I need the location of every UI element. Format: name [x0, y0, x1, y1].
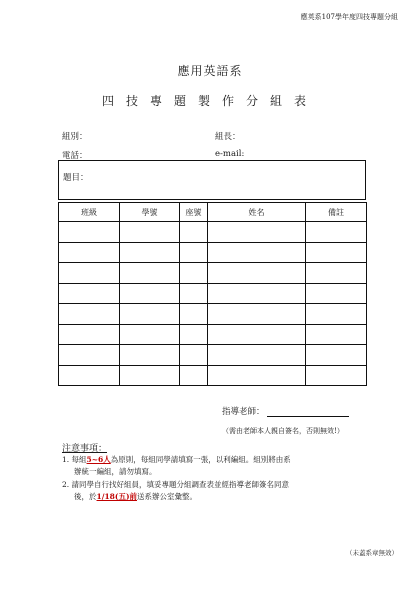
- table-cell[interactable]: [120, 365, 180, 386]
- note-2: 2. 請同學自行找好組員，填妥專題分組調查表並經指導老師簽名同意 後，於1/18(五)前送系辦公室彙整。: [62, 480, 290, 501]
- table-cell[interactable]: [306, 324, 367, 345]
- table-cell[interactable]: [306, 242, 367, 263]
- table-cell[interactable]: [180, 263, 208, 284]
- table-row: [59, 242, 367, 263]
- table-cell[interactable]: [59, 283, 120, 304]
- col-header-student-id: 學號: [120, 203, 180, 222]
- table-cell[interactable]: [59, 263, 120, 284]
- col-header-name: 姓名: [208, 203, 306, 222]
- table-cell[interactable]: [59, 324, 120, 345]
- table-row: [59, 324, 367, 345]
- notes-title: 注意事項：: [62, 444, 108, 454]
- table-cell[interactable]: [120, 222, 180, 243]
- table-cell[interactable]: [180, 324, 208, 345]
- col-header-seat: 座號: [180, 203, 208, 222]
- table-cell[interactable]: [180, 304, 208, 325]
- table-cell[interactable]: [59, 365, 120, 386]
- leader-label: 組長：: [215, 132, 241, 142]
- table-cell[interactable]: [180, 222, 208, 243]
- signature-note: （需由老師本人親自簽名，否則無效!）: [222, 427, 344, 435]
- table-header-row: [59, 203, 367, 222]
- table-cell[interactable]: [306, 283, 367, 304]
- table-row: [59, 263, 367, 284]
- email-label: e-mail:: [215, 149, 245, 159]
- table-cell[interactable]: [208, 242, 306, 263]
- col-header-class: 班級: [59, 203, 120, 222]
- department-title: 應用英語系: [177, 64, 243, 78]
- table-cell[interactable]: [208, 345, 306, 366]
- table-cell[interactable]: [306, 222, 367, 243]
- group-label: 組別：: [62, 132, 88, 142]
- table-cell[interactable]: [208, 304, 306, 325]
- table-cell[interactable]: [208, 263, 306, 284]
- table-cell[interactable]: [120, 263, 180, 284]
- table-cell[interactable]: [306, 345, 367, 366]
- table-cell[interactable]: [120, 324, 180, 345]
- col-header-remarks: 備註: [306, 203, 367, 222]
- table-row: [59, 222, 367, 243]
- table-cell[interactable]: [306, 263, 367, 284]
- table-cell[interactable]: [306, 365, 367, 386]
- table-row: [59, 283, 367, 304]
- advisor-label: 指導老師：: [222, 407, 265, 417]
- table-row: [59, 365, 367, 386]
- table-cell[interactable]: [208, 283, 306, 304]
- table-cell[interactable]: [59, 345, 120, 366]
- table-cell[interactable]: [208, 365, 306, 386]
- footer-note: （未蓋系章無效）: [346, 549, 398, 557]
- table-cell[interactable]: [120, 304, 180, 325]
- table-row: [59, 345, 367, 366]
- topic-box[interactable]: [58, 160, 366, 200]
- table-cell[interactable]: [120, 242, 180, 263]
- header-note: 應英系107學年度四技專題分組: [300, 13, 398, 21]
- advisor-signature-line[interactable]: [267, 407, 349, 417]
- group-size-highlight: 5~6人: [86, 455, 111, 464]
- advisor-signature: [222, 405, 349, 417]
- member-table: [58, 202, 367, 386]
- table-row: [59, 304, 367, 325]
- table-cell[interactable]: [306, 304, 367, 325]
- deadline-highlight: 1/18(五)前: [96, 492, 137, 501]
- table-cell[interactable]: [120, 345, 180, 366]
- table-cell[interactable]: [59, 304, 120, 325]
- table-cell[interactable]: [180, 242, 208, 263]
- table-cell[interactable]: [59, 242, 120, 263]
- table-cell[interactable]: [208, 324, 306, 345]
- table-cell[interactable]: [180, 365, 208, 386]
- note-1: 1. 每組5~6人為原則，每組同學請填寫一張，以利編組。組別將由系 辦統一編組，請勿填寫。: [62, 455, 291, 476]
- topic-label: 題目：: [63, 173, 89, 183]
- table-cell[interactable]: [208, 222, 306, 243]
- table-cell[interactable]: [59, 222, 120, 243]
- table-cell[interactable]: [180, 345, 208, 366]
- phone-label: 電話：: [62, 151, 88, 161]
- table-cell[interactable]: [120, 283, 180, 304]
- table-cell[interactable]: [180, 283, 208, 304]
- form-title: 四技專題製作分組表: [101, 94, 318, 108]
